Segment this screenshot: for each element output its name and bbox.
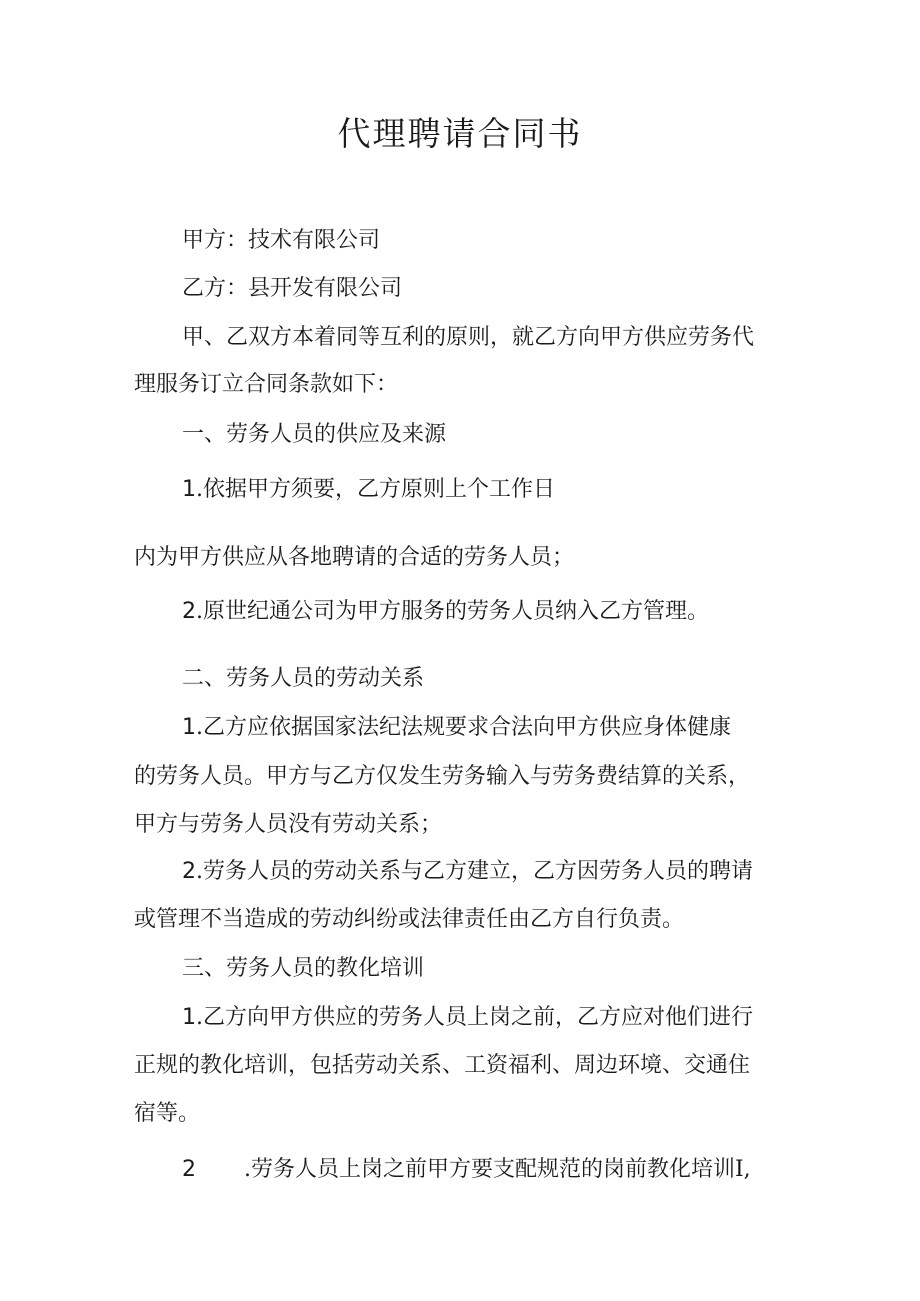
item-text: .乙方向甲方供应的劳务人员上岗之前，乙方应对他们进行 (196, 1005, 753, 1030)
party-b: 乙方：县开发有限公司 (182, 276, 403, 301)
section-2-heading: 二、劳务人员的劳动关系 (182, 666, 425, 691)
item-number: 2 (182, 599, 196, 624)
document-title: 代理聘请合同书 (337, 114, 583, 153)
section-2-item-2-cont: 或管理不当造成的劳动纠纷或法律责任由乙方自行负责。 (134, 907, 685, 932)
section-3-item-1 (182, 1003, 753, 1033)
section-3-item-2 (182, 1155, 751, 1185)
section-2-item-2 (182, 857, 753, 887)
item-text: .劳务人员上岗之前甲方要支配规范的岗前教化培训I, (244, 1157, 751, 1182)
section-3-item-1-cont-1: 正规的教化培训，包括劳动关系、工资福利、周边环境、交通住 (134, 1053, 751, 1078)
section-1-item-2 (182, 597, 709, 627)
section-1-item-1-cont: 内为甲方供应从各地聘请的合适的劳务人员； (134, 545, 575, 570)
section-1-heading: 一、劳务人员的供应及来源 (182, 422, 447, 447)
section-3-item-1-cont-2: 宿等。 (134, 1101, 201, 1126)
item-number: 1 (182, 477, 196, 502)
item-text: .劳务人员的劳动关系与乙方建立，乙方因劳务人员的聘请 (196, 859, 753, 884)
section-3-heading: 三、劳务人员的教化培训 (182, 956, 425, 981)
item-number: 2 (182, 859, 196, 884)
item-text: .原世纪通公司为甲方服务的劳务人员纳入乙方管理。 (196, 599, 709, 624)
section-2-item-1-cont-1: 的劳务人员。甲方与乙方仅发生劳务输入与劳务费结算的关系， (134, 764, 751, 789)
item-text: .依据甲方须要，乙方原则上个工作日 (196, 477, 555, 502)
item-number: 1 (182, 1005, 196, 1030)
item-text: .乙方应依据国家法纪法规要求合法向甲方供应身体健康 (196, 715, 731, 740)
section-1-item-1 (182, 475, 555, 505)
party-a: 甲方：技术有限公司 (182, 228, 381, 253)
section-2-item-1 (182, 713, 731, 743)
section-2-item-1-cont-2: 甲方与劳务人员没有劳动关系； (134, 812, 443, 837)
intro-line-1: 甲、乙双方本着同等互利的原则，就乙方向甲方供应劳务代 (182, 325, 755, 350)
intro-line-2: 理服务订立合同条款如下： (134, 372, 399, 397)
item-number: 2 (182, 1157, 196, 1182)
item-number: 1 (182, 715, 196, 740)
